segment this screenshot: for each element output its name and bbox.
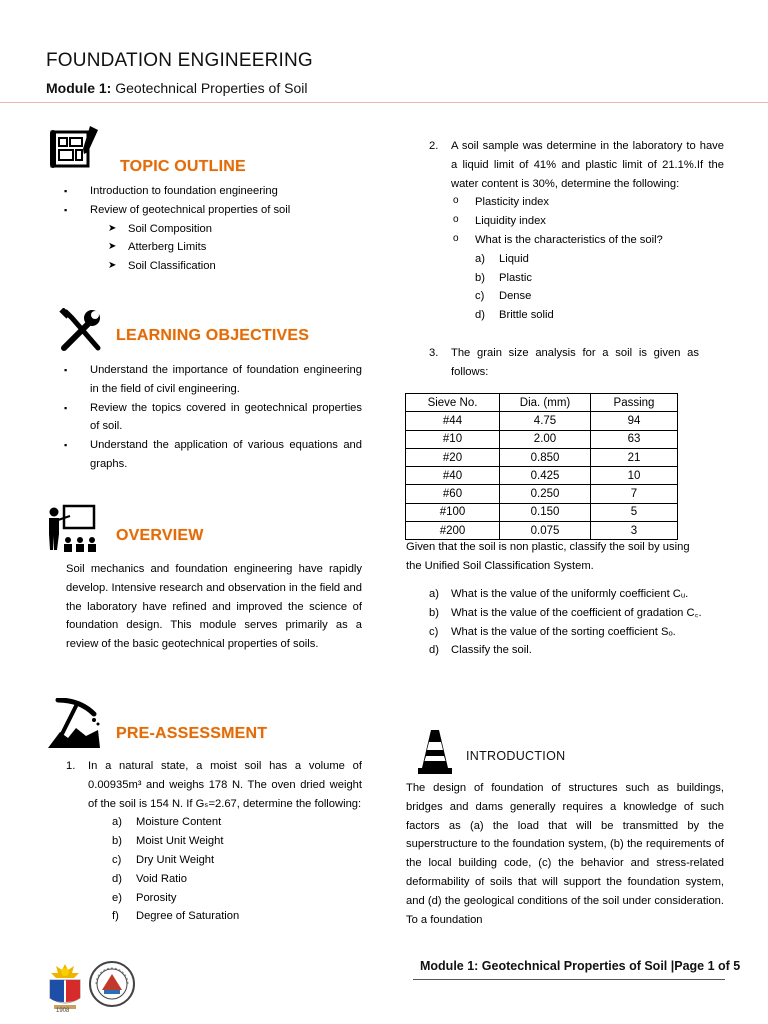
item-letter: e): [112, 891, 122, 904]
table-cell: 94: [591, 412, 678, 430]
objective-item: ▪ Understand the importance of foundation engineering in the field of civil engineering.: [62, 361, 362, 399]
blueprint-icon: [48, 122, 104, 174]
header-divider: [0, 102, 768, 103]
table-header: Dia. (mm): [500, 394, 591, 412]
q3-questions: [429, 585, 724, 660]
pickaxe-icon: [46, 698, 104, 752]
table-cell: #200: [406, 522, 500, 540]
question-text: The grain size analysis for a soil is given as follows:: [451, 347, 699, 378]
table-cell: #44: [406, 412, 500, 430]
objective-item: ▪ Understand the application of various equations and graphs.: [62, 436, 362, 474]
pre-assessment-heading: PRE-ASSESSMENT: [116, 725, 268, 742]
choice-letter: a): [475, 252, 485, 265]
item-letter: c): [112, 853, 122, 866]
question-number: 3.: [429, 347, 439, 359]
table-row: [406, 430, 678, 448]
q1-item: [112, 889, 362, 908]
question-text: What is the value of the sorting coefficient Sₒ.: [451, 625, 676, 638]
item-text: Dry Unit Weight: [136, 853, 215, 866]
q1-item: [112, 870, 362, 889]
outline-subitem: ➤ Soil Classification: [108, 257, 362, 276]
document-title: FOUNDATION ENGINEERING: [46, 50, 313, 71]
q1-item: [112, 907, 362, 926]
learning-objectives-list: [62, 361, 362, 474]
item-letter: a): [112, 816, 122, 829]
overview-heading: OVERVIEW: [116, 527, 204, 544]
item-text: Moisture Content: [136, 816, 222, 829]
item-text: Degree of Saturation: [136, 910, 240, 923]
question-letter: c): [429, 625, 439, 638]
tools-icon: [58, 308, 102, 354]
q2-item: o What is the characteristics of the soil?: [451, 231, 724, 250]
table-cell: #10: [406, 430, 500, 448]
table-header-row: [406, 394, 678, 412]
introduction-heading: INTRODUCTION: [466, 749, 566, 763]
footer-divider: [413, 979, 725, 980]
sieve-table: [405, 393, 678, 540]
table-cell: 7: [591, 485, 678, 503]
q2-choice: [475, 287, 724, 306]
question-2: [429, 137, 724, 325]
table-row: [406, 503, 678, 521]
question-text: A soil sample was determine in the laboratory to have a liquid limit of 41% and plastic limit of 21.1%.If the water content is 30%, determine the following:: [451, 140, 724, 190]
question-text: What is the value of the uniformly coefficient Cᵤ.: [451, 588, 689, 600]
topic-outline-heading: TOPIC OUTLINE: [120, 158, 246, 175]
table-cell: 0.250: [500, 485, 591, 503]
table-cell: #60: [406, 485, 500, 503]
objective-item: ▪ Review the topics covered in geotechnical properties of soil.: [62, 399, 362, 437]
question-letter: b): [429, 606, 439, 619]
table-cell: 4.75: [500, 412, 591, 430]
table-header: Passing: [591, 394, 678, 412]
overview-text: Soil mechanics and foundation engineering have rapidly develop. Intensive research and observation in the field and the laboratory have refined and improved the science of foundation design. This module serves primarily as a review of the basic geotechnical properties of soils.: [66, 563, 362, 651]
table-cell: 63: [591, 430, 678, 448]
topic-outline-list: [62, 182, 362, 276]
outline-subitem: ➤ Atterberg Limits: [108, 238, 362, 257]
teacher-icon: [46, 504, 102, 554]
table-row: [406, 485, 678, 503]
table-cell: 10: [591, 467, 678, 485]
q2-item: o Liquidity index: [451, 212, 724, 231]
module-label: Module 1:: [46, 80, 116, 96]
choice-text: Brittle solid: [499, 309, 554, 322]
question-text: Classify the soil.: [451, 644, 532, 657]
q2-item: o Plasticity index: [451, 193, 724, 212]
item-text: Moist Unit Weight: [136, 835, 224, 848]
introduction-text: The design of foundation of structures such as buildings, bridges and dams generally requires a knowledge of such factors as (a) the load that will be transmitted by the superstructure to the foundation system, (b) the requirements of the local building code, (c) the behavior and stress-related deformability of soils that will support the foundation system, and (d) the geological conditions of the soil under consideration. To a foundation: [406, 782, 724, 926]
table-cell: 5: [591, 503, 678, 521]
table-cell: 0.850: [500, 448, 591, 466]
table-cell: 0.150: [500, 503, 591, 521]
question-text: What is the value of the coefficient of gradation C꜀.: [451, 606, 702, 619]
question-letter: a): [429, 588, 439, 600]
table-cell: 21: [591, 448, 678, 466]
table-cell: #20: [406, 448, 500, 466]
q3-question: [429, 585, 724, 604]
table-cell: 0.425: [500, 467, 591, 485]
item-letter: f): [112, 910, 119, 923]
outline-item: ▪ Review of geotechnical properties of soil: [62, 201, 362, 220]
choice-letter: d): [475, 309, 485, 322]
q1-item: [112, 813, 362, 832]
q1-item: [112, 851, 362, 870]
question-letter: d): [429, 644, 439, 657]
table-cell: 0.075: [500, 522, 591, 540]
university-seal-logo: [88, 960, 136, 1008]
q3-question: [429, 641, 724, 660]
question-1: [66, 757, 362, 926]
module-subtitle: [46, 80, 307, 96]
table-cell: #40: [406, 467, 500, 485]
module-topic: Geotechnical Properties of Soil: [115, 80, 308, 96]
item-letter: b): [112, 835, 122, 848]
table-row: [406, 467, 678, 485]
question-3: [429, 344, 699, 382]
table-row: [406, 448, 678, 466]
question-number: 2.: [429, 140, 439, 152]
q2-choice: [475, 269, 724, 288]
table-header: Sieve No.: [406, 394, 500, 412]
q3-question: [429, 623, 724, 642]
page-footer: Module 1: Geotechnical Properties of Soil |Page 1 of 5: [420, 959, 741, 973]
choice-text: Dense: [499, 290, 532, 303]
table-cell: #100: [406, 503, 500, 521]
question-number: 1.: [66, 760, 76, 772]
q2-choice: [475, 250, 724, 269]
choice-text: Plastic: [499, 271, 532, 284]
traffic-cone-icon: [418, 728, 452, 776]
logo-year: 1908: [56, 1008, 70, 1014]
outline-item: ▪ Introduction to foundation engineering: [62, 182, 362, 201]
choice-letter: c): [475, 290, 485, 303]
q1-item: [112, 832, 362, 851]
item-text: Porosity: [136, 891, 177, 904]
choice-text: Liquid: [499, 252, 529, 265]
q3-after-text: Given that the soil is non plastic, classify the soil by using the Unified Soil Classification System.: [406, 541, 690, 572]
learning-objectives-heading: LEARNING OBJECTIVES: [116, 327, 310, 344]
table-cell: 3: [591, 522, 678, 540]
q2-choice: [475, 306, 724, 325]
choice-letter: b): [475, 271, 485, 284]
item-text: Void Ratio: [136, 872, 187, 885]
school-seal-logo: [44, 960, 86, 1010]
item-letter: d): [112, 872, 122, 885]
table-cell: 2.00: [500, 430, 591, 448]
question-text: In a natural state, a moist soil has a volume of 0.00935m³ and weighs 178 N. The oven dried weight of the soil is 154 N. If Gₛ=2.67, determine the following:: [88, 760, 362, 810]
q3-question: [429, 604, 724, 623]
outline-subitem: ➤ Soil Composition: [108, 220, 362, 239]
table-row: [406, 412, 678, 430]
